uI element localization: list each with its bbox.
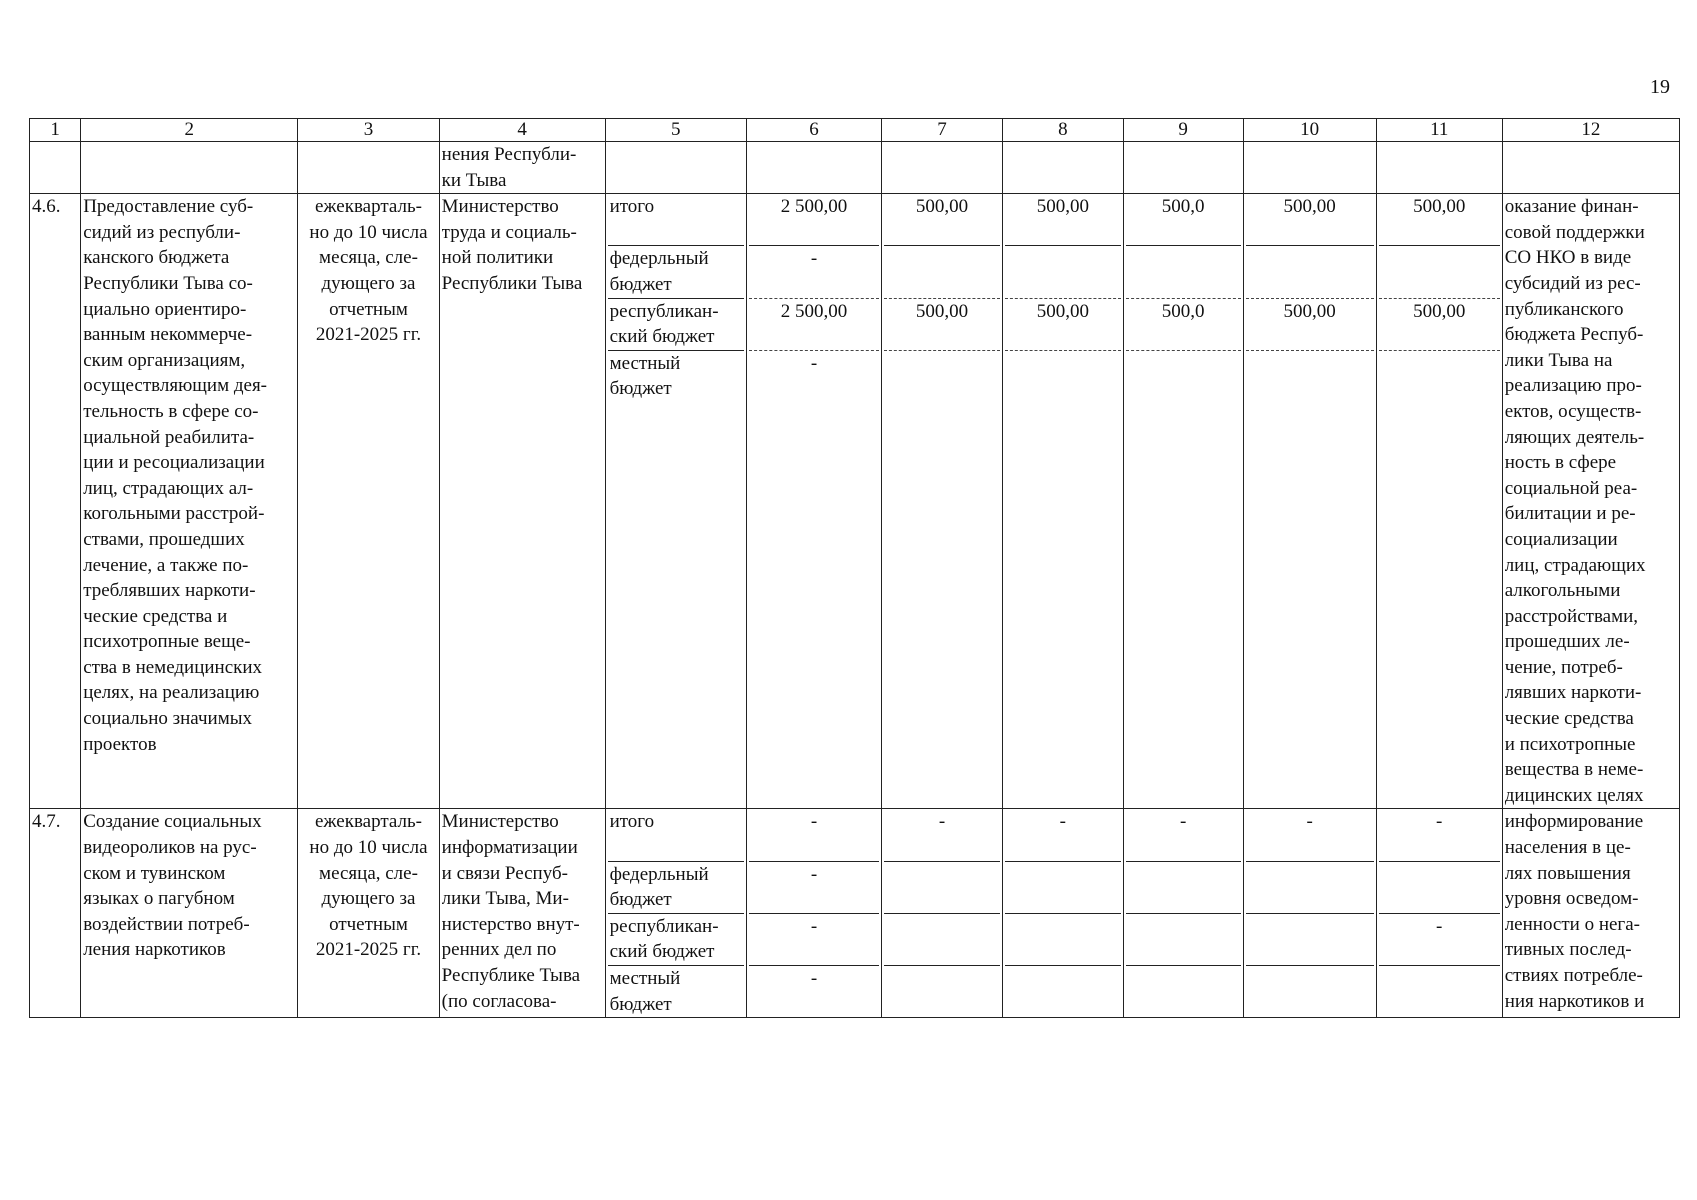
amount-value: - [1379, 809, 1500, 861]
amount-value [1005, 862, 1121, 914]
text-line: треблявших наркоти- [83, 580, 256, 602]
text-line: психотропные веще- [83, 631, 251, 653]
amount-value [1379, 351, 1500, 402]
column-number: 9 [1123, 119, 1243, 142]
amount-value [1126, 966, 1241, 1017]
amount-column [746, 194, 881, 809]
executor-cell [439, 809, 605, 1018]
column-number: 4 [439, 119, 605, 142]
amount-value [884, 862, 1000, 914]
amount-value [1126, 246, 1241, 298]
text-line: лики Тыва, Ми- [441, 888, 569, 910]
amount-value [1379, 966, 1500, 1017]
text-line: целях, на реализацию [83, 682, 260, 704]
text-line: бюджет [609, 378, 672, 400]
text-line: но до 10 числа [309, 221, 428, 243]
text-line: уровня осведом- [1504, 888, 1639, 910]
executor-cell [439, 194, 605, 809]
column-number: 1 [30, 119, 81, 142]
text-line: отчетным [329, 298, 408, 320]
text-line: месяца, сле- [319, 862, 418, 884]
amount-value: - [1379, 914, 1500, 966]
amount-value [1005, 351, 1121, 402]
text-line: (по согласова- [441, 990, 557, 1012]
column-number: 11 [1376, 119, 1502, 142]
amount-value: 500,00 [884, 194, 1000, 246]
text-line: публиканского [1504, 298, 1624, 320]
column-number: 8 [1002, 119, 1123, 142]
amount-value [884, 246, 1000, 298]
text-line: ления наркотиков [83, 939, 226, 961]
amount-value: 500,00 [1246, 299, 1374, 351]
text-line: проектов [83, 733, 157, 755]
text-line: ский бюджет [609, 941, 715, 963]
expected-result [1502, 194, 1679, 809]
amount-value: - [810, 968, 818, 989]
text-line: нистерство внут- [441, 913, 580, 935]
text-line: сидий из республи- [83, 221, 241, 243]
executor-cell [439, 142, 605, 194]
funding-source [608, 246, 744, 298]
text-line: вещества в неме- [1504, 759, 1644, 781]
text-line: месяца, сле- [319, 247, 418, 269]
text-line: ектов, осуществ- [1504, 400, 1642, 422]
text-line: ежекварталь- [314, 811, 422, 833]
text-line: ежекварталь- [314, 196, 422, 218]
text-line: ренних дел по [441, 939, 557, 961]
text-line: прошедших ле- [1504, 631, 1630, 653]
amount-value [884, 351, 1000, 402]
text-line: циально ориентиро- [83, 298, 247, 320]
item-number: 4.6. [30, 194, 81, 809]
text-line: ском и тувинском [83, 862, 226, 884]
amount-column [1002, 809, 1123, 1018]
text-line: Предоставление суб- [83, 196, 254, 218]
text-line: языках о пагубном [83, 888, 235, 910]
column-number: 10 [1243, 119, 1376, 142]
text-line: ский бюджет [609, 326, 715, 348]
funding-source [608, 809, 744, 861]
funding-source [608, 351, 744, 402]
text-line: ства в немедицинских [83, 656, 263, 678]
column-number: 2 [81, 119, 298, 142]
amount-value [884, 966, 1000, 1017]
amount-value: - [749, 246, 879, 298]
amount-value: 500,00 [1005, 194, 1121, 246]
amount-column [1243, 809, 1376, 1018]
amount-value: 500,00 [1379, 299, 1500, 351]
expected-result [1502, 809, 1679, 1018]
amount-value: 500,00 [1379, 194, 1500, 246]
text-line: оказание финан- [1504, 196, 1639, 218]
amount-value [1005, 966, 1121, 1017]
funding-source [608, 914, 744, 966]
text-line: ческие средства и [83, 605, 228, 627]
text-line: информатизации [441, 837, 578, 859]
text-line: лики Тыва на [1504, 349, 1613, 371]
text-line: Республики Тыва [441, 272, 583, 294]
text-line: социализации [1504, 528, 1618, 550]
text-line: циальной реабилита- [83, 426, 255, 448]
amount-column [1002, 194, 1123, 809]
text-line: социально значимых [83, 708, 252, 730]
text-line: дующего за [321, 272, 416, 294]
amount-column [1376, 809, 1502, 1018]
text-line: республикан- [609, 300, 719, 322]
amount-column [1376, 194, 1502, 809]
text-line: ции и ресоциализации [83, 452, 265, 474]
amount-value: - [749, 862, 879, 914]
text-line: лиц, страдающих [1504, 554, 1646, 576]
text-line: Министерство [441, 196, 559, 218]
item-number: 4.7. [30, 809, 81, 1018]
amount-value [1246, 966, 1374, 1017]
text-line: Министерство [441, 811, 559, 833]
amount-value: - [749, 809, 879, 861]
text-line: осуществляющим дея- [83, 375, 268, 397]
continuation-row [30, 142, 1680, 194]
column-number: 6 [746, 119, 881, 142]
text-line: республикан- [609, 915, 719, 937]
text-line: Республике Тыва [441, 965, 581, 986]
amount-value [1126, 351, 1241, 402]
amount-value [1246, 914, 1374, 966]
deadline-cell [298, 809, 439, 1018]
amount-value [1246, 246, 1374, 298]
text-line: итого [609, 811, 655, 833]
text-line: и психотропные [1504, 733, 1636, 755]
text-line: нения Республи- [441, 144, 577, 165]
text-line: ванным некоммерче- [83, 324, 253, 346]
text-line: когольными расстрой- [83, 503, 265, 525]
text-line: реализацию про- [1504, 375, 1642, 397]
column-number: 3 [298, 119, 439, 142]
amount-value: 500,00 [884, 299, 1000, 351]
amount-value: - [749, 914, 879, 966]
page-number: 19 [1650, 76, 1670, 98]
deadline-cell [298, 194, 439, 809]
text-line: 2021-2025 гг. [315, 939, 422, 961]
text-line: лях повышения [1504, 862, 1631, 884]
text-line: Создание социальных [83, 811, 262, 833]
text-line: ческие средства [1504, 708, 1634, 730]
activity-title [81, 809, 298, 1018]
text-line: лиц, страдающих ал- [83, 477, 254, 499]
text-line: канского бюджета [83, 247, 230, 269]
text-line: дующего за [321, 888, 416, 910]
text-line: ния наркотиков и [1504, 990, 1645, 1012]
amount-column [1123, 809, 1243, 1018]
text-line: ной политики [441, 247, 554, 269]
text-line: отчетным [329, 913, 408, 935]
funding-source-cell [605, 194, 746, 809]
amount-column [882, 809, 1003, 1018]
text-line: населения в це- [1504, 837, 1631, 859]
amount-column [1123, 194, 1243, 809]
amount-value: - [1246, 809, 1374, 861]
amount-value: - [884, 809, 1000, 861]
text-line: воздействии потреб- [83, 913, 250, 935]
amount-value [1126, 862, 1241, 914]
amount-value: - [810, 352, 818, 374]
text-line: 2021-2025 гг. [315, 324, 422, 346]
amount-value [1126, 914, 1241, 966]
text-line: алкогольными [1504, 580, 1621, 602]
text-line: но до 10 числа [309, 837, 428, 859]
amount-value: 2 500,00 [749, 299, 879, 351]
text-line: местный [609, 968, 681, 989]
funding-source [608, 194, 744, 246]
amount-column [1243, 194, 1376, 809]
column-number: 7 [882, 119, 1003, 142]
text-line: ствами, прошедших [83, 528, 245, 550]
amount-column [882, 194, 1003, 809]
text-line: информирование [1504, 811, 1644, 833]
funding-source-cell [605, 809, 746, 1018]
amount-value: 500,0 [1126, 194, 1241, 246]
text-line: тельность в сфере со- [83, 400, 259, 422]
text-line: билитации и ре- [1504, 503, 1636, 525]
amount-value: 500,0 [1126, 299, 1241, 351]
header-row [30, 119, 1680, 142]
text-line: расстройствами, [1504, 605, 1639, 627]
amount-value [1246, 351, 1374, 402]
text-line: чение, потреб- [1504, 656, 1623, 678]
text-line: и связи Респуб- [441, 862, 568, 884]
amount-value [1379, 862, 1500, 914]
text-line: видеороликов на рус- [83, 837, 257, 859]
text-line: местный [609, 352, 681, 374]
amount-value [884, 914, 1000, 966]
funding-source [608, 862, 744, 914]
text-line: лявших наркоти- [1504, 682, 1642, 704]
text-line: бюджет [609, 889, 672, 911]
text-line: бюджет [609, 273, 672, 295]
text-line: бюджет [609, 993, 672, 1015]
column-number: 5 [605, 119, 746, 142]
table-row [30, 809, 1680, 1018]
text-line: федерльный [609, 248, 709, 270]
amount-column [746, 809, 881, 1018]
text-line: ки Тыва [441, 169, 507, 191]
amount-value: 500,00 [1005, 299, 1121, 351]
text-line: лечение, а также по- [83, 554, 249, 576]
text-line: тивных послед- [1504, 939, 1632, 961]
text-line: дицинских целях [1504, 784, 1644, 806]
text-line: ствиях потребле- [1504, 965, 1643, 986]
text-line: ность в сфере [1504, 452, 1617, 474]
text-line: СО НКО в виде [1504, 247, 1632, 269]
text-line: ским организациям, [83, 349, 246, 371]
amount-value [1246, 862, 1374, 914]
amount-value: - [1126, 809, 1241, 861]
text-line: труда и социаль- [441, 221, 577, 243]
text-line: субсидий из рес- [1504, 272, 1641, 294]
amount-value [1005, 246, 1121, 298]
text-line: бюджета Респуб- [1504, 324, 1644, 346]
table-row [30, 194, 1680, 809]
text-line: федерльный [609, 863, 709, 885]
amount-value: 500,00 [1246, 194, 1374, 246]
text-line: ляющих деятель- [1504, 426, 1645, 448]
text-line: социальной реа- [1504, 477, 1638, 499]
text-line: итого [609, 196, 655, 218]
text-line: ленности о нега- [1504, 913, 1640, 935]
program-table [29, 118, 1680, 1018]
funding-source [608, 299, 744, 351]
amount-value: 2 500,00 [749, 194, 879, 246]
amount-value [1379, 246, 1500, 298]
amount-value: - [1005, 809, 1121, 861]
text-line: Республики Тыва со- [83, 272, 253, 294]
funding-source [608, 966, 744, 1017]
amount-value [1005, 914, 1121, 966]
column-number: 12 [1502, 119, 1679, 142]
text-line: совой поддержки [1504, 221, 1645, 243]
activity-title [81, 194, 298, 809]
